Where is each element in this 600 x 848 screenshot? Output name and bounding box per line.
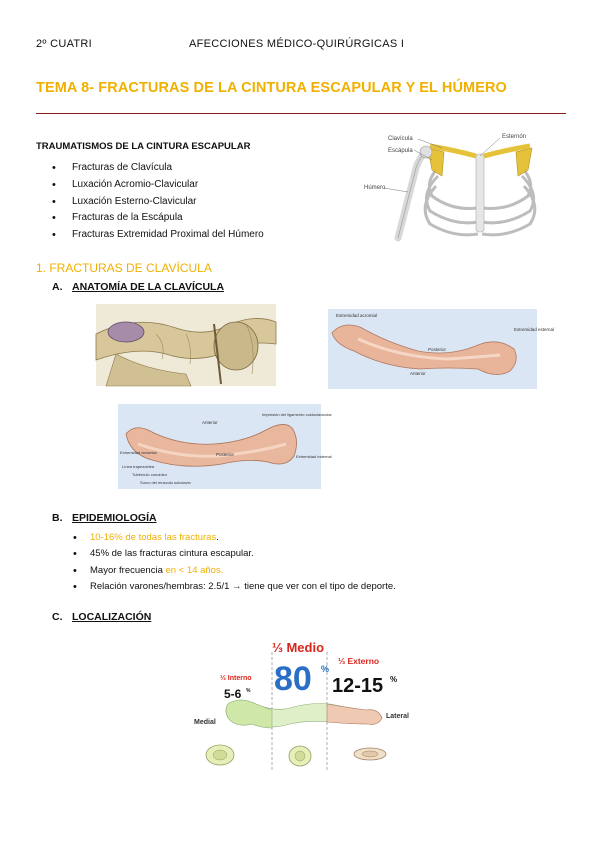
label-clavicula: Clavícula [388,136,413,142]
subheading-letter: B. [52,512,63,524]
interno-label: ⅓ Interno [220,675,252,682]
externo-label: ⅓ Externo [338,656,380,666]
label-ext-esternal-inf: Extremidad esternal [296,454,332,459]
epi-text-highlight: 10-16% de todas las fracturas [90,532,217,543]
clavicle-superior-figure [328,309,555,389]
label-linea-trapezoidea: Línea trapezoidea [122,464,155,469]
medio-percent: % [321,664,330,674]
label-impresion: Impresión del ligamento costoclavicular [262,412,332,417]
subheading-letter: A. [52,281,63,293]
subheading-text: EPIDEMIOLOGÍA [72,512,157,524]
epi-text-highlight: en < 14 años. [165,564,224,576]
label-extremidad-acromial: Extremidad acromial [336,313,378,318]
subheading-epidemiologia [52,512,157,524]
subheading-anatomia [52,281,224,293]
epidemiologia-list [73,530,396,596]
traumatismos-list [52,160,264,244]
externo-percent: % [390,675,398,684]
list-item [73,530,396,546]
shoulder-joint-figure [96,304,276,386]
medial-label: Medial [194,719,216,726]
subheading-text: LOCALIZACIÓN [72,611,152,623]
list-item: • Fracturas de Clavícula [52,160,264,177]
label-anterior: Anterior [410,371,426,376]
thorax-figure [362,126,562,246]
label-posterior-inf: Posterior [216,452,235,457]
list-item [73,579,396,595]
label-anterior-inf: Anterior [202,420,218,425]
subject-title: AFECCIONES MÉDICO-QUIRÚRGICAS I [189,38,405,50]
list-item: • Luxación Esterno-Clavicular [52,194,264,211]
subheading-text: ANATOMÍA DE LA CLAVÍCULA [72,281,225,293]
clavicle-localization-figure [190,632,420,782]
label-extremidad-esternal: Extremidad esternal [514,327,555,332]
medio-label: ⅓ Medio [272,640,325,655]
traumatismos-heading: TRAUMATISMOS DE LA CINTURA ESCAPULAR [36,141,251,152]
list-item [73,563,396,579]
list-item [73,546,396,562]
list-item: • Fracturas de la Escápula [52,210,264,227]
page-title: TEMA 8- FRACTURAS DE LA CINTURA ESCAPULAR Y EL HÚMERO [36,80,507,96]
lateral-label: Lateral [386,713,409,720]
epi-text: Mayor frecuencia [90,564,166,576]
epi-text: . [216,532,219,543]
label-posterior: Posterior [428,347,447,352]
epi-text: 45% de las fracturas cintura escapular. [90,548,254,560]
list-item: • Fracturas Extremidad Proximal del Húmero [52,227,264,244]
list-item: • Luxación Acromio-Clavicular [52,177,264,194]
interno-value: 5-6 [224,687,242,701]
subheading-letter: C. [52,611,63,623]
externo-value: 12-15 [332,675,384,697]
section-heading-fracturas-clavicula: 1. FRACTURAS DE CLAVÍCULA [36,261,212,275]
clavicle-inferior-figure [118,404,332,489]
title-divider [36,113,566,114]
label-escapula: Escápula [388,148,413,154]
label-esternon: Esternón [502,134,527,140]
medio-value: 80 [274,660,312,698]
epi-text: Relación varones/hembras: 2.5/1 → tiene que ver con el tipo de deporte. [90,581,396,593]
label-surco: Surco del músculo subclavio [140,480,191,485]
subheading-localizacion [52,611,151,623]
course-label: 2º CUATRI [36,38,93,50]
label-ext-acromial-inf: Extremidad acromial [120,450,157,455]
label-tuberculo: Tubérculo conoideo [132,472,167,477]
interno-percent: % [246,688,251,694]
label-humero: Húmero [364,185,386,191]
